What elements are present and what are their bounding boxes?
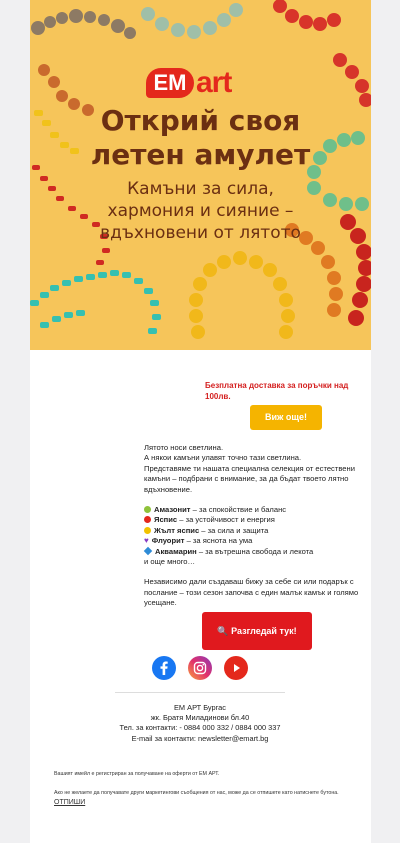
free-shipping-text: Безплатна доставка за поръчки над 100лв. [205, 381, 349, 401]
intro-line-3: Представяме ти нашата специална селекция от естествени камъни – подбрани с внимание, за да бъдат твоето лятно вдъхновение. [144, 463, 355, 494]
contact-address [115, 703, 285, 744]
logo-art-text: art [196, 66, 232, 99]
see-more-button[interactable]: Виж още! [250, 405, 322, 430]
newsletter-text [144, 443, 371, 619]
hero-subtitle-line-3: вдъхновени от лятото [100, 223, 301, 243]
yellow-circle-icon [144, 527, 151, 534]
company-name: ЕМ АРТ Бургас [174, 703, 226, 712]
facebook-icon[interactable] [152, 656, 176, 680]
hero-subtitle-line-2: хармония и сияние – [107, 201, 294, 221]
footer-divider [115, 692, 285, 693]
stone-item: Яспис – за устойчивост и енергия [144, 515, 371, 525]
stone-item: Аквамарин – за вътрешна свобода и лекота [144, 547, 371, 557]
logo-em-mark: EМ [146, 68, 194, 98]
unsubscribe-link[interactable]: ОТПИШИ [54, 799, 86, 806]
stones-list [144, 505, 371, 567]
red-circle-icon [144, 516, 151, 523]
and-more-text: и още много… [144, 557, 196, 567]
hero-subtitle [30, 178, 371, 244]
email-body [30, 0, 371, 843]
beads-illustration [30, 0, 371, 350]
stone-item: Жълт яспис – за сила и защита [144, 526, 371, 536]
registration-notice: Вашият имейл е регистриран за получаване на оферти от ЕМ АРТ. [54, 771, 220, 777]
unsubscribe-info: Ако не желаете да получавате други маркетингови съобщения от нас, може да се отпишете като натиснете бутона. [54, 790, 339, 796]
stone-item: Амазонит – за спокойствие и баланс [144, 505, 371, 515]
hero-banner[interactable] [30, 0, 371, 350]
contact-phones: Тел. за контакти: - 0884 000 332 / 0884 000 337 [119, 723, 281, 733]
closing-paragraph: Независимо дали създаваш бижу за себе си или подарък с послание – този сезон започва с един малък камък и голямо усещане. [144, 577, 359, 608]
intro-line-1: Лятото носи светлина. [144, 443, 224, 452]
intro-line-2: А някои камъни улавят точно тази светлина. [144, 453, 302, 463]
blue-diamond-icon [144, 546, 152, 554]
emart-logo[interactable] [146, 68, 256, 98]
browse-here-button[interactable]: 🔍 Разгледай тук! [202, 612, 312, 650]
free-shipping-promo [201, 378, 371, 440]
instagram-icon[interactable] [188, 656, 212, 680]
hero-title-line-2: летен амулет [90, 138, 311, 171]
green-circle-icon [144, 506, 151, 513]
street-address: жк. Братя Миладинови бл.40 [150, 713, 250, 723]
contact-email: E-mail за контакти: newsletter@emart.bg [131, 733, 269, 743]
hero-title-line-1: Открий своя [100, 104, 301, 137]
hero-title [30, 104, 371, 172]
youtube-icon[interactable] [224, 656, 248, 680]
purple-heart-icon: ♥ [144, 536, 149, 546]
stone-item: ♥ Флуорит – за яснота на ума [144, 536, 253, 546]
hero-subtitle-line-1: Камъни за сила, [127, 179, 274, 199]
